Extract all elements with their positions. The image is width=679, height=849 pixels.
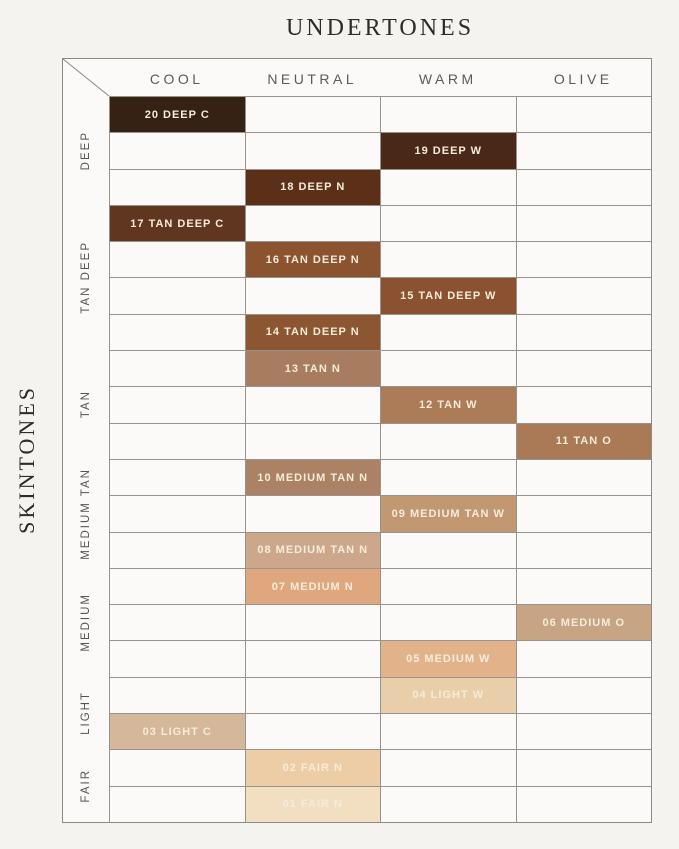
- shade-swatch-05-medium-w: 05 MEDIUM W: [381, 641, 516, 676]
- shade-swatch-18-deep-n: 18 DEEP N: [246, 170, 381, 205]
- shade-swatch-14-tan-deep-n: 14 TAN DEEP N: [246, 315, 381, 350]
- grid-cell: [246, 133, 381, 168]
- shade-swatch-11-tan-o: 11 TAN O: [517, 424, 652, 459]
- shade-swatch-15-tan-deep-w: 15 TAN DEEP W: [381, 278, 516, 313]
- matrix-body: [63, 96, 651, 822]
- row-group-fair: [63, 749, 109, 822]
- grid-cell: [517, 351, 652, 386]
- column-header-olive: OLIVE: [553, 70, 613, 87]
- grid-cell: [381, 242, 516, 277]
- grid-cell: [110, 605, 245, 640]
- row-group-label: DEEP: [80, 130, 92, 171]
- shade-swatch-07-medium-n: 07 MEDIUM N: [246, 569, 381, 604]
- shade-grid: [109, 96, 651, 822]
- row-group-label: TAN DEEP: [80, 241, 92, 314]
- grid-cell: [110, 678, 245, 713]
- grid-cell: [381, 351, 516, 386]
- corner-diagonal: [63, 59, 109, 96]
- grid-cell: [517, 569, 652, 604]
- grid-cell: [381, 460, 516, 495]
- shade-swatch-13-tan-n: 13 TAN N: [246, 351, 381, 386]
- skintone-group-labels: [63, 96, 109, 822]
- grid-cell: [517, 787, 652, 822]
- grid-cell: [110, 424, 245, 459]
- grid-cell: [517, 641, 652, 676]
- grid-cell: [110, 387, 245, 422]
- grid-cell: [381, 569, 516, 604]
- grid-cell: [246, 424, 381, 459]
- grid-cell: [381, 605, 516, 640]
- grid-cell: [517, 496, 652, 531]
- grid-cell: [381, 424, 516, 459]
- grid-cell: [110, 170, 245, 205]
- grid-cell: [246, 278, 381, 313]
- grid-cell: [110, 315, 245, 350]
- column-header-cool: COOL: [149, 70, 204, 87]
- grid-cell: [381, 750, 516, 785]
- grid-cell: [246, 605, 381, 640]
- grid-cell: [110, 351, 245, 386]
- undertone-header-row: [63, 59, 651, 96]
- grid-cell: [110, 133, 245, 168]
- grid-cell: [381, 714, 516, 749]
- grid-cell: [110, 750, 245, 785]
- grid-cell: [246, 206, 381, 241]
- shade-swatch-09-medium-tan-w: 09 MEDIUM TAN W: [381, 496, 516, 531]
- grid-cell: [246, 678, 381, 713]
- undertones-title: UNDERTONES: [285, 15, 475, 41]
- row-group-label: MEDIUM TAN: [80, 467, 92, 560]
- grid-cell: [517, 387, 652, 422]
- row-group-label: TAN: [80, 390, 92, 419]
- grid-cell: [517, 714, 652, 749]
- grid-cell: [110, 496, 245, 531]
- grid-cell: [246, 97, 381, 132]
- grid-cell: [517, 533, 652, 568]
- shade-swatch-12-tan-w: 12 TAN W: [381, 387, 516, 422]
- grid-cell: [517, 460, 652, 495]
- grid-cell: [110, 242, 245, 277]
- row-group-label: LIGHT: [80, 691, 92, 736]
- column-headers: [109, 59, 651, 96]
- skintones-title: [6, 96, 48, 823]
- column-header-neutral: NEUTRAL: [267, 70, 358, 87]
- grid-cell: [381, 533, 516, 568]
- row-group-medium-tan: [63, 459, 109, 568]
- grid-cell: [517, 133, 652, 168]
- grid-cell: [381, 315, 516, 350]
- grid-cell: [517, 750, 652, 785]
- row-group-label: FAIR: [80, 768, 92, 803]
- corner-cell: [63, 59, 109, 96]
- shade-matrix-table: [62, 58, 652, 823]
- grid-cell: [517, 678, 652, 713]
- shade-swatch-19-deep-w: 19 DEEP W: [381, 133, 516, 168]
- skintones-title-text: SKINTONES: [14, 385, 39, 534]
- row-group-light: [63, 677, 109, 750]
- grid-cell: [381, 206, 516, 241]
- grid-cell: [517, 97, 652, 132]
- grid-cell: [246, 641, 381, 676]
- grid-cell: [381, 97, 516, 132]
- grid-cell: [110, 787, 245, 822]
- shade-swatch-16-tan-deep-n: 16 TAN DEEP N: [246, 242, 381, 277]
- grid-cell: [246, 714, 381, 749]
- shade-swatch-17-tan-deep-c: 17 TAN DEEP C: [110, 206, 245, 241]
- grid-cell: [517, 170, 652, 205]
- row-group-label: MEDIUM: [80, 593, 92, 652]
- shade-swatch-02-fair-n: 02 FAIR N: [246, 750, 381, 785]
- column-header-warm: WARM: [418, 70, 477, 87]
- grid-cell: [246, 496, 381, 531]
- grid-cell: [381, 170, 516, 205]
- grid-cell: [381, 787, 516, 822]
- grid-cell: [246, 387, 381, 422]
- shade-swatch-03-light-c: 03 LIGHT C: [110, 714, 245, 749]
- row-group-tan: [63, 350, 109, 459]
- row-group-medium: [63, 568, 109, 677]
- grid-cell: [517, 315, 652, 350]
- row-group-tan-deep: [63, 205, 109, 350]
- shade-swatch-08-medium-tan-n: 08 MEDIUM TAN N: [246, 533, 381, 568]
- grid-cell: [110, 460, 245, 495]
- row-group-deep: [63, 96, 109, 205]
- grid-cell: [517, 278, 652, 313]
- shade-swatch-20-deep-c: 20 DEEP C: [110, 97, 245, 132]
- grid-cell: [517, 242, 652, 277]
- grid-cell: [110, 641, 245, 676]
- grid-cell: [110, 533, 245, 568]
- shade-swatch-10-medium-tan-n: 10 MEDIUM TAN N: [246, 460, 381, 495]
- grid-cell: [110, 278, 245, 313]
- shade-swatch-01-fair-n: 01 FAIR N: [246, 787, 381, 822]
- shade-swatch-04-light-w: 04 LIGHT W: [381, 678, 516, 713]
- grid-cell: [517, 206, 652, 241]
- grid-cell: [110, 569, 245, 604]
- shade-swatch-06-medium-o: 06 MEDIUM O: [517, 605, 652, 640]
